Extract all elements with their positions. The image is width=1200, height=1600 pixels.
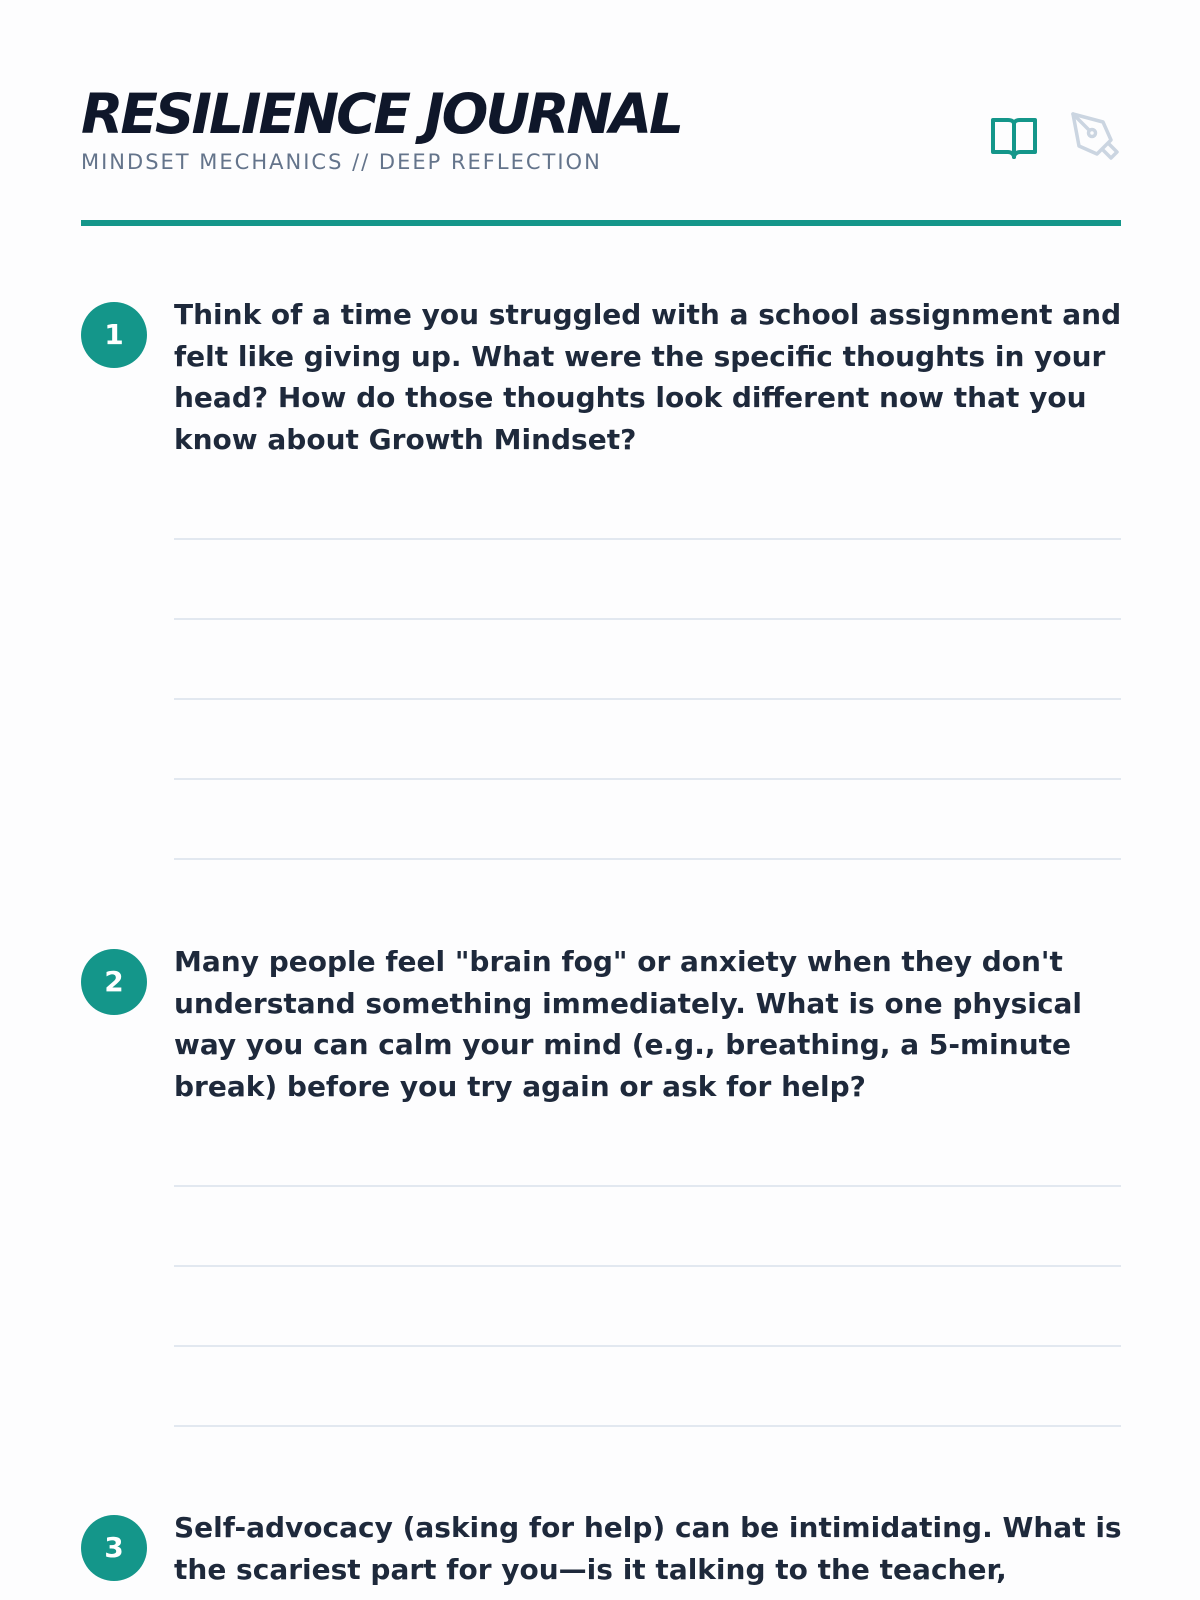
answer-line[interactable] xyxy=(174,1265,1121,1267)
answer-line[interactable] xyxy=(174,1425,1121,1427)
journal-page xyxy=(81,0,1121,1600)
question-number-badge: 3 xyxy=(81,1515,147,1581)
answer-line[interactable] xyxy=(174,778,1121,780)
question-number-badge: 2 xyxy=(81,949,147,1015)
book-open-icon xyxy=(987,110,1041,164)
question-prompt: Self-advocacy (asking for help) can be intimidating. What is the scariest part for you—is it talking to the teacher, xyxy=(174,1511,1122,1586)
answer-line[interactable] xyxy=(174,538,1121,540)
page-title: RESILIENCE JOURNAL xyxy=(81,82,682,146)
question-number-badge: 1 xyxy=(81,302,147,368)
answer-line[interactable] xyxy=(174,618,1121,620)
answer-line[interactable] xyxy=(174,698,1121,700)
journal-header xyxy=(81,80,1121,230)
page-subtitle: MINDSET MECHANICS // DEEP REFLECTION xyxy=(81,150,602,174)
answer-line[interactable] xyxy=(174,1185,1121,1187)
answer-line[interactable] xyxy=(174,858,1121,860)
answer-line[interactable] xyxy=(174,1345,1121,1347)
header-divider xyxy=(81,220,1121,226)
question-prompt: Think of a time you struggled with a school assignment and felt like giving up. What were the specific thoughts in your head? How do those thoughts look different now that you know about Growth Mindset? xyxy=(174,298,1122,456)
pen-nib-icon xyxy=(1067,110,1121,164)
question-prompt: Many people feel "brain fog" or anxiety when they don't understand something immediately. What is one physical way you can calm your mind (e.g., breathing, a 5-minute break) before you try again or ask for help? xyxy=(174,945,1082,1103)
